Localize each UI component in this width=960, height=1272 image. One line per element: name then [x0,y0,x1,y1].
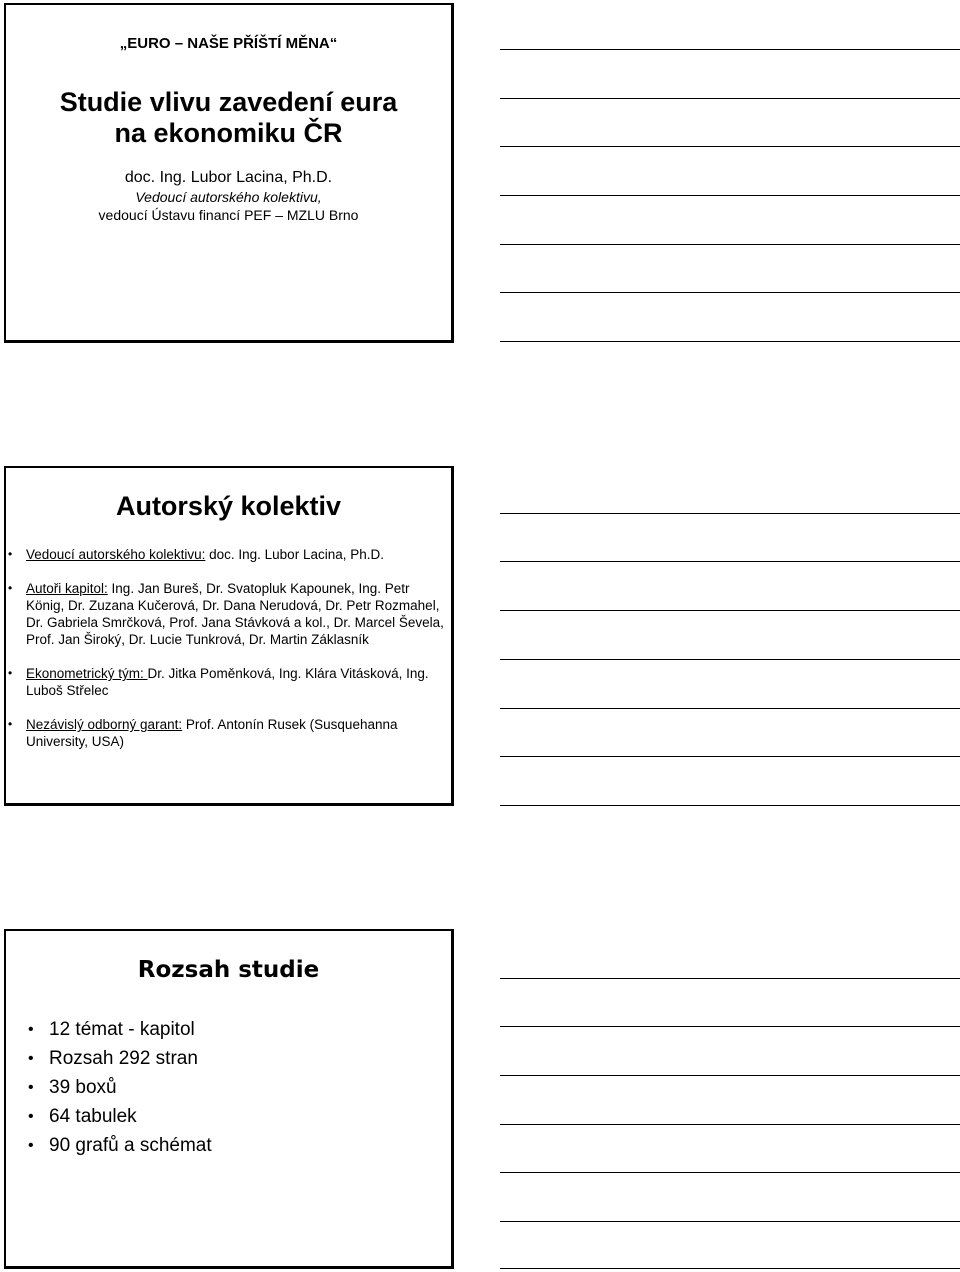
note-line [500,195,960,196]
list-item [6,580,446,648]
slide-scope [4,929,454,1269]
note-line [500,756,960,757]
list-item [6,546,446,563]
list-item: • 64 tabulek [6,1102,212,1131]
list-item: • 39 boxů [6,1073,212,1102]
item-text: doc. Ing. Lubor Lacina, Ph.D. [205,547,384,562]
note-line [500,244,960,245]
list-item [6,665,446,699]
note-line [500,98,960,99]
list-item: • 12 témat - kapitol [6,1015,212,1044]
note-line [500,513,960,514]
slide-heading: Autorský kolektiv [115,491,342,521]
item-label: Ekonometrický tým: [26,666,148,681]
note-line [500,1124,960,1125]
slide-title-heading [6,87,451,149]
note-line [500,561,960,562]
author-institution: vedoucí Ústavu financí PEF – MZLU Brno [98,207,359,223]
note-line [500,708,960,709]
note-line [500,1268,960,1269]
note-line [500,1075,960,1076]
note-line [500,659,960,660]
note-line [500,1221,960,1222]
slide-title [4,3,454,343]
note-line [500,49,960,50]
item-text: Dr. Jitka Poměnková, Ing. Klára Vitásková, Ing. Luboš Střelec [26,666,429,698]
slide-kicker: „EURO – NAŠE PŘÍŠTÍ MĚNA“ [119,35,338,52]
note-line [500,341,960,342]
note-line [500,292,960,293]
authors-list [6,546,446,767]
list-item: • 90 grafů a schémat [6,1131,212,1160]
author-name: doc. Ing. Lubor Lacina, Ph.D. [124,169,333,186]
item-label: Nezávislý odborný garant: [26,717,183,732]
item-label: Autoři kapitol: [26,581,108,596]
note-line [500,978,960,979]
note-line [500,610,960,611]
list-item: • Rozsah 292 stran [6,1044,212,1073]
title-line-1: Studie vlivu zavedení eura [59,87,398,117]
item-label: Vedoucí autorského kolektivu: [26,547,206,562]
slide-authors [4,466,454,806]
item-text: Ing. Jan Bureš, Dr. Svatopluk Kapounek, Ing. Petr König, Dr. Zuzana Kučerová, Dr. Dana Nerudová, Dr. Petr Rozmahel, Dr. Gabriela Smrčková, Prof. Jana Stávková a kol., Dr. Marcel Ševela, Prof. Jan Široký, Dr. Lucie Tunkrová, Dr. Martin Záklasník [26,581,444,647]
list-item [6,716,446,750]
note-line [500,1172,960,1173]
note-line [500,146,960,147]
scope-list [6,1015,212,1160]
slide-heading: Rozsah studie [137,957,320,983]
note-line [500,805,960,806]
author-role: Vedoucí autorského kolektivu, [135,189,322,205]
title-line-2: na ekonomiku ČR [114,118,343,148]
note-line [500,1026,960,1027]
item-text: Prof. Antonín Rusek (Susquehanna University, USA) [26,717,398,749]
